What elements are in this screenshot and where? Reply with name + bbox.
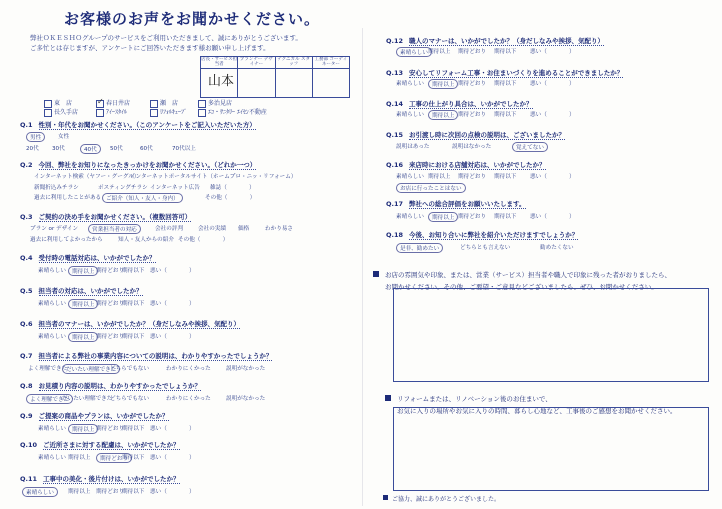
answer-option[interactable]: 期待以上 <box>428 174 451 180</box>
answer-option[interactable]: インターネット検索（ヤフー・グーグル） <box>34 174 140 180</box>
answer-option[interactable]: 説明はなかった <box>452 144 492 150</box>
answer-option[interactable]: 素晴らしい <box>38 455 66 461</box>
answer-option[interactable]: 悪い（ ） <box>150 489 195 495</box>
answer-option-selected[interactable]: 期待以上 <box>68 424 98 434</box>
stamp-header: プランナー デザイナー <box>238 57 275 68</box>
store-option[interactable]: 長久手店 <box>44 107 78 117</box>
answer-option[interactable]: 50代 <box>110 146 123 152</box>
answer-option-selected[interactable]: よく理解できた <box>26 394 73 404</box>
answer-option[interactable]: 過去に利用してよかったから <box>30 237 103 243</box>
answer-option[interactable]: 悪い（ ） <box>530 81 575 87</box>
answer-option[interactable]: 期待どおり <box>96 489 124 495</box>
answer-option[interactable]: 勧めたくない <box>540 245 574 251</box>
question-q5: Q.5 担当者の対応は、いかがでしたか？ <box>20 287 143 295</box>
answer-option[interactable]: その他（ ） <box>205 195 256 201</box>
answer-option[interactable]: その他（ ） <box>178 237 229 243</box>
answer-option[interactable]: 期待以下 <box>494 214 517 220</box>
handwritten-signature: 山本 <box>208 74 235 89</box>
answer-option[interactable]: 期待以下 <box>122 301 145 307</box>
answer-option[interactable]: 悪い（ ） <box>150 301 195 307</box>
answer-option[interactable]: 期待どおり <box>458 174 486 180</box>
answer-option[interactable]: 会社の評判 <box>155 226 183 232</box>
answer-option[interactable]: 悪い（ ） <box>150 268 195 274</box>
answer-option[interactable]: 素晴らしい <box>38 426 66 432</box>
answer-option[interactable]: 説明はあった <box>396 144 430 150</box>
answer-option-selected[interactable]: 是非、勧めたい <box>396 243 443 253</box>
answer-option[interactable]: インターネットポータルサイト（ホームプロ・ニッ・リフォーム） <box>130 174 297 180</box>
answer-option[interactable]: 雑誌（ ） <box>210 185 255 191</box>
answer-option[interactable]: 素晴らしい <box>396 81 424 87</box>
answer-option[interactable]: 素晴らしい <box>38 334 66 340</box>
question-q4: Q.4 受付時の電話対応は、いかがでしたか？ <box>20 254 156 262</box>
answer-option[interactable]: 期待以下 <box>122 334 145 340</box>
answer-option[interactable]: 悪い（ ） <box>530 214 575 220</box>
store-option[interactable]: ｴｺ・ｻﾆﾀﾘｰ ｴｲｾﾝ不動産 <box>198 107 267 117</box>
answer-option[interactable]: だいたい理解できた <box>62 396 113 402</box>
answer-option[interactable]: 悪い（ ） <box>530 49 575 55</box>
answer-option[interactable]: 期待以上 <box>68 455 91 461</box>
answer-option-selected[interactable]: お店に行ったことはない <box>396 183 466 193</box>
comment-1-box[interactable] <box>393 288 709 382</box>
question-q7: Q.7 担当者による弊社の事業内容についての説明は、わかりやすかったでしょうか？ <box>20 352 273 360</box>
answer-option[interactable]: 期待どおり <box>458 214 486 220</box>
page-divider <box>362 28 363 506</box>
answer-option[interactable]: 悪い（ ） <box>150 334 195 340</box>
answer-option-selected[interactable]: 男性 <box>26 132 45 142</box>
intro-line-1: 弊社ＯＫＥＳＨＯグループのサービスをご利用いただきまして、誠にありがとうございます。 <box>30 34 302 42</box>
answer-option-selected[interactable]: ご紹介（知人・友人・身内） <box>102 193 183 203</box>
answer-option[interactable]: 期待以下 <box>122 489 145 495</box>
question-q2: Q.2 今回、弊社をお知りになったきっかけをお聞かせください。（どれか一つ） <box>20 161 257 169</box>
answer-option[interactable]: わかりにくかった <box>166 396 211 402</box>
question-q13: Q.13 安心してリフォーム工事・お住まいづくりを進めることができましたか？ <box>386 69 624 77</box>
answer-option-selected[interactable]: 素晴らしい <box>396 47 432 57</box>
answer-option[interactable]: 70代以上 <box>172 146 196 152</box>
answer-option[interactable]: 20代 <box>26 146 39 152</box>
question-q1: Q.1 性別・年代をお聞かせください。（このアンケートをご記入いただいた方） <box>20 121 256 129</box>
answer-option[interactable]: 素晴らしい <box>396 214 424 220</box>
stamp-header: 店長・サービス担当者 <box>201 57 238 67</box>
intro-line-2: ご多忙とは存じますが、アンケートにご回答いただきます様お願い申し上げます。 <box>30 44 270 52</box>
question-q14: Q.14 工事の仕上がり具合は、いかがでしたか？ <box>386 100 533 108</box>
answer-option[interactable]: 悪い（ ） <box>530 174 575 180</box>
answer-option[interactable]: プラン or デザイン <box>30 226 79 232</box>
store-option-checked[interactable]: ✓ 春日井店 <box>97 96 131 107</box>
answer-option[interactable]: 悪い（ ） <box>150 455 195 461</box>
answer-option[interactable]: 会社の実績 <box>198 226 226 232</box>
answer-option[interactable]: どちらとも言えない <box>460 245 511 251</box>
answer-option[interactable]: 期待以下 <box>494 174 517 180</box>
answer-option-selected[interactable]: だいたい理解できた <box>62 364 120 374</box>
stamp-header: テクニカル スタッフ <box>276 57 313 68</box>
answer-option[interactable]: 素晴らしい <box>38 301 66 307</box>
answer-option[interactable]: インターネット広告 <box>150 185 200 191</box>
answer-option-selected[interactable]: 期待以上 <box>428 212 458 222</box>
answer-option-selected[interactable]: 素晴らしい <box>22 487 58 497</box>
question-q6: Q.6 担当者のマナーは、いかがでしたか？（身だしなみや挨拶、気配り） <box>20 320 241 328</box>
answer-option[interactable]: 新聞折込みチラシ <box>34 185 79 191</box>
answer-option[interactable]: 知人・友人からの紹介 <box>118 237 174 243</box>
answer-option[interactable]: よく理解できた <box>28 366 68 372</box>
question-q12: Q.12 職人のマナーは、いかがでしたか？（身だしなみや挨拶、気配り） <box>386 37 605 45</box>
question-q17: Q.17 弊社への総合評価をお願いいたします。 <box>386 200 526 208</box>
answer-option-selected[interactable]: 覚えてない <box>512 142 548 152</box>
answer-option-selected[interactable]: 期待以上 <box>428 110 458 120</box>
answer-option[interactable]: 30代 <box>52 146 65 152</box>
answer-option[interactable]: 悪い（ ） <box>150 426 195 432</box>
question-q8: Q.8 お見積り内容の説明は、わかりやすかったでしょうか？ <box>20 382 202 390</box>
answer-option-selected[interactable]: 営業担当者の対応 <box>88 224 141 234</box>
store-option[interactable]: 瀬 店 <box>150 98 178 108</box>
store-option[interactable]: 多治見店 <box>198 98 232 108</box>
answer-option[interactable]: 過去に利用したことがある <box>34 195 102 201</box>
answer-option[interactable]: わかり易さ <box>265 226 293 232</box>
answer-option[interactable]: 期待以下 <box>122 268 145 274</box>
answer-option-selected[interactable]: 40代 <box>80 144 101 154</box>
answer-option[interactable]: どちらでもない <box>110 396 150 402</box>
footer-thanks: ご協力、誠にありがとうございました。 <box>392 494 500 503</box>
survey-title: お客様のお声をお聞かせください。 <box>64 10 321 28</box>
answer-option[interactable]: わかりにくかった <box>166 366 211 372</box>
answer-option[interactable]: 説明がなかった <box>226 366 266 372</box>
answer-option[interactable]: 女性 <box>58 134 70 140</box>
question-q3: Q.3 ご契約の決め手をお聞かせください。（複数回答可） <box>20 213 192 221</box>
question-q16: Q.16 来店時における店舗対応は、いかがでしたか？ <box>386 161 546 169</box>
store-option[interactable]: ﾘﾌｫﾙｷｭｰﾌﾞ <box>150 107 187 117</box>
comment-1-prompt: お店の雰囲気や印象、または、営業（サービス）担当者や職人で印象に残った者がおりましたら、 お聞かせください。その他、ご要望・ご意見などございましたら、ぜひ、お聞かせください。 <box>385 270 671 291</box>
comment-2-box[interactable] <box>393 407 709 491</box>
answer-option[interactable]: 期待以下 <box>494 49 517 55</box>
answer-option[interactable]: 価格 <box>238 226 250 232</box>
answer-option[interactable]: 説明がなかった <box>226 396 266 402</box>
answer-option-selected[interactable]: 期待どおり <box>96 453 132 463</box>
answer-option[interactable]: 期待以下 <box>122 426 145 432</box>
stamp-header: 工務部 コーディネーター <box>314 57 348 67</box>
question-q18: Q.18 今後、お知り合いに弊社を紹介いただけますでしょうか？ <box>386 231 579 239</box>
store-option[interactable]: 東 店 <box>44 98 72 108</box>
question-q10: Q.10 ご近所さまに対する配慮は、いかがでしたか？ <box>20 441 180 449</box>
answer-option[interactable]: 期待以下 <box>122 455 145 461</box>
answer-option[interactable]: 期待どおり <box>96 301 124 307</box>
answer-option[interactable]: 60代 <box>140 146 153 152</box>
answer-option[interactable]: 期待どおり <box>96 334 124 340</box>
answer-option[interactable]: 期待どおり <box>458 81 486 87</box>
answer-option[interactable]: 素晴らしい <box>396 112 424 118</box>
answer-option-selected[interactable]: 期待以上 <box>428 79 458 89</box>
answer-option[interactable]: 素晴らしい <box>38 268 66 274</box>
answer-option[interactable]: 期待どおり <box>96 268 124 274</box>
answer-option[interactable]: 期待以下 <box>494 81 517 87</box>
answer-option[interactable]: ポスティングチラシ <box>98 185 148 191</box>
answer-option[interactable]: どちらでもない <box>110 366 150 372</box>
answer-option-selected[interactable]: 期待以上 <box>68 299 98 309</box>
question-q9: Q.9 ご提案の商品やプランは、いかがでしたか？ <box>20 412 169 420</box>
answer-option[interactable]: 期待どおり <box>458 49 486 55</box>
question-q11: Q.11 工事中の美化・後片付けは、いかがでしたか？ <box>20 475 180 483</box>
answer-option-selected[interactable]: 期待以上 <box>68 332 98 342</box>
question-q15: Q.15 お引渡し時に次回の点検の説明は、ございましたか？ <box>386 131 566 139</box>
store-option[interactable]: ｱｲｰｽﾀｲﾙ <box>96 107 127 117</box>
answer-option[interactable]: 素晴らしい <box>396 174 424 180</box>
answer-option[interactable]: 期待以上 <box>68 489 91 495</box>
answer-option[interactable]: 悪い（ ） <box>530 112 575 118</box>
answer-option[interactable]: 期待以下 <box>494 112 517 118</box>
answer-option-selected[interactable]: 期待以上 <box>68 266 98 276</box>
answer-option[interactable]: 期待どおり <box>458 112 486 118</box>
answer-option[interactable]: 期待どおり <box>96 426 124 432</box>
comment-2-prompt: リフォームまたは、リノベーション後のお住まいで、 お気に入りの場所やお気に入りの時間、暮らし心地など、工事後のご感想をお聞かせください。 <box>397 394 677 415</box>
answer-option[interactable]: 期待以上 <box>428 49 451 55</box>
